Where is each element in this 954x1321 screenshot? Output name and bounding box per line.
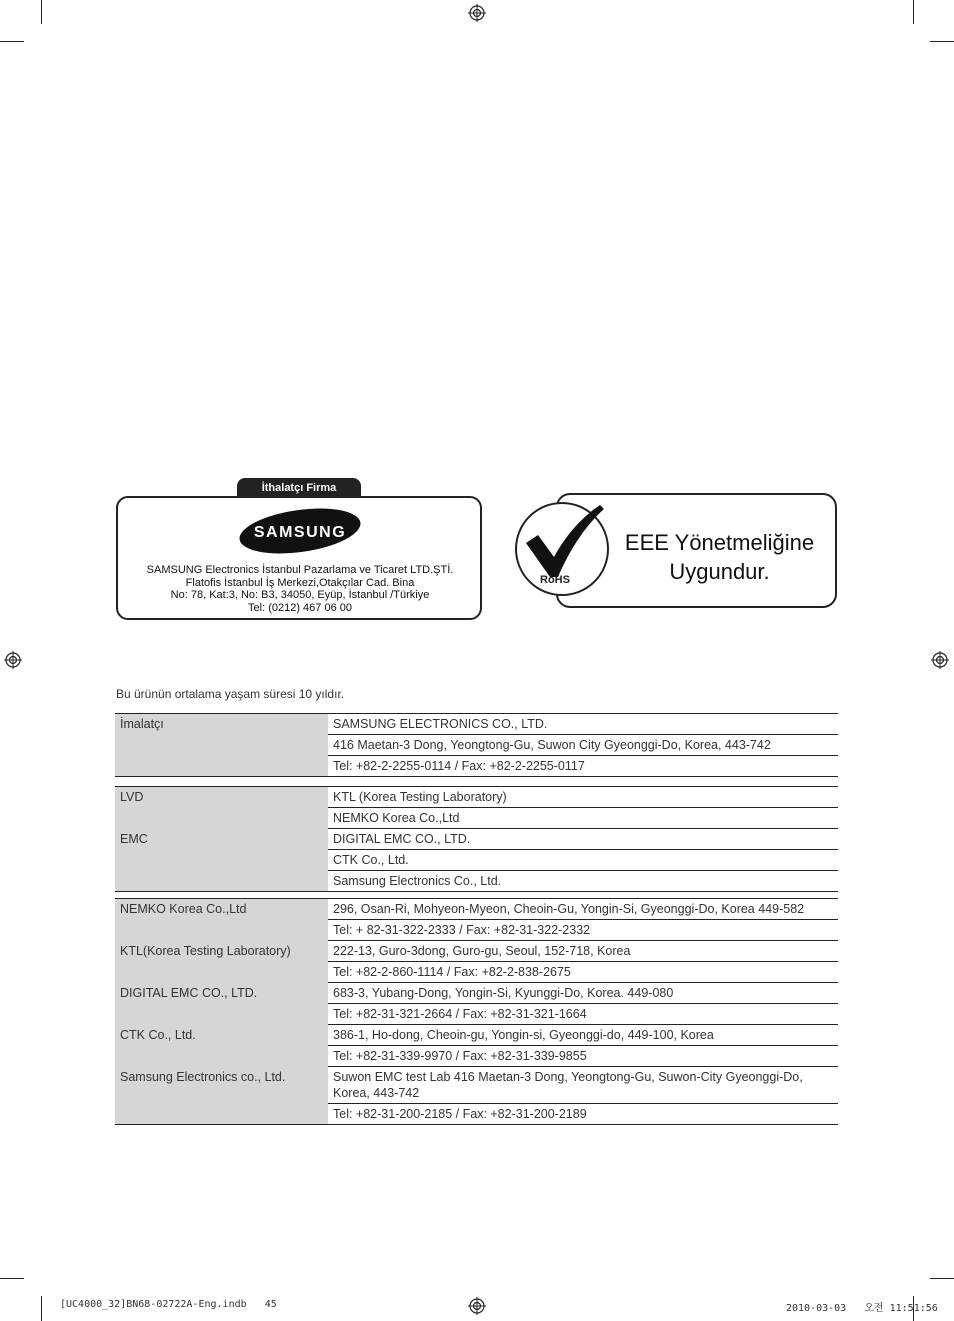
table-cell: 683-3, Yubang-Dong, Yongin-Si, Kyunggi-Do, Korea. 449-080 [328,983,838,1004]
table-cell: Tel: +82-2-860-1114 / Fax: +82-2-838-2675 [328,962,838,983]
crop-mark [41,0,42,24]
eee-line: Uygundur. [669,559,770,584]
table-row [115,787,838,808]
table-cell: Tel: +82-31-321-2664 / Fax: +82-31-321-1664 [328,1004,838,1025]
table-cell: Tel: +82-31-200-2185 / Fax: +82-31-200-2189 [328,1104,838,1125]
certification-table [115,786,838,892]
table-cell: 386-1, Ho-dong, Cheoin-gu, Yongin-si, Gyeonggi-do, 449-100, Korea [328,1025,838,1046]
cert-label: EMC [115,829,328,892]
table-cell: SAMSUNG ELECTRONICS CO., LTD. [328,714,838,735]
registration-mark-icon [931,651,949,669]
table-row [115,899,838,920]
eee-line: EEE Yönetmeliğine [624,530,815,555]
importer-address [120,564,480,614]
importer-line: No: 78, Kat:3, No: B3, 34050, Eyüp, İstanbul /Türkiye [170,589,430,601]
table-cell: Tel: +82-2-2255-0114 / Fax: +82-2-2255-0117 [328,756,838,777]
table-cell: DIGITAL EMC CO., LTD. [328,829,838,850]
cert-label: LVD [115,787,328,829]
print-slug-file: [UC4000_32]BN68-02722A-Eng.indb 45 [60,1299,277,1310]
table-cell: 222-13, Guro-3dong, Guro-gu, Seoul, 152-718, Korea [328,941,838,962]
lab-label: Samsung Electronics co., Ltd. [115,1067,328,1125]
table-row [115,983,838,1004]
table-row [115,1025,838,1046]
lab-label: NEMKO Korea Co.,Ltd [115,899,328,941]
crop-mark [930,1278,954,1279]
lab-label: KTL(Korea Testing Laboratory) [115,941,328,983]
table-row [115,829,838,850]
registration-mark-icon [4,651,22,669]
importer-line: SAMSUNG Electronics İstanbul Pazarlama ve Ticaret LTD.ŞTİ. [146,564,454,576]
table-cell: KTL (Korea Testing Laboratory) [328,787,838,808]
table-cell: 296, Osan-Ri, Mohyeon-Myeon, Cheoin-Gu, Yongin-Si, Gyeonggi-Do, Korea 449-582 [328,899,838,920]
crop-mark [913,0,914,24]
samsung-logo [238,508,362,554]
importer-tab-label: İthalatçı Firma [237,478,361,497]
table-cell: Tel: + 82-31-322-2333 / Fax: +82-31-322-2332 [328,920,838,941]
table-cell: Samsung Electronics Co., Ltd. [328,871,838,892]
table-row [115,941,838,962]
registration-mark-icon [468,1297,486,1315]
crop-mark [41,1296,42,1321]
manufacturer-label: İmalatçı [115,714,328,777]
manufacturer-table [115,713,838,777]
rohs-badge-label: RoHS [540,574,570,586]
table-row [115,714,838,735]
crop-mark [0,41,24,42]
table-cell: Tel: +82-31-339-9970 / Fax: +82-31-339-9855 [328,1046,838,1067]
eee-compliance-statement [612,528,827,586]
registration-mark-icon [468,4,486,22]
importer-line: Flatofis İstanbul İş Merkezi,Otakçılar Cad. Bina [185,576,415,589]
lab-label: DIGITAL EMC CO., LTD. [115,983,328,1025]
importer-line: Tel: (0212) 467 06 00 [248,601,352,614]
table-cell: NEMKO Korea Co.,Ltd [328,808,838,829]
table-cell: 416 Maetan-3 Dong, Yeongtong-Gu, Suwon City Gyeonggi-Do, Korea, 443-742 [328,735,838,756]
crop-mark [0,1278,24,1279]
table-row [115,1067,838,1104]
labs-table [115,898,838,1125]
checkmark-icon [520,505,610,585]
samsung-logo-text: SAMSUNG [253,524,347,541]
table-cell: CTK Co., Ltd. [328,850,838,871]
print-slug-date: 2010-03-03 오전 11:51:56 [786,1303,938,1314]
crop-mark [930,41,954,42]
lab-label: CTK Co., Ltd. [115,1025,328,1067]
table-cell: Suwon EMC test Lab 416 Maetan-3 Dong, Yeongtong-Gu, Suwon-City Gyeonggi-Do, Korea, 443-742 [328,1067,838,1104]
lifetime-note: Bu ürünün ortalama yaşam süresi 10 yıldır. [116,687,345,701]
